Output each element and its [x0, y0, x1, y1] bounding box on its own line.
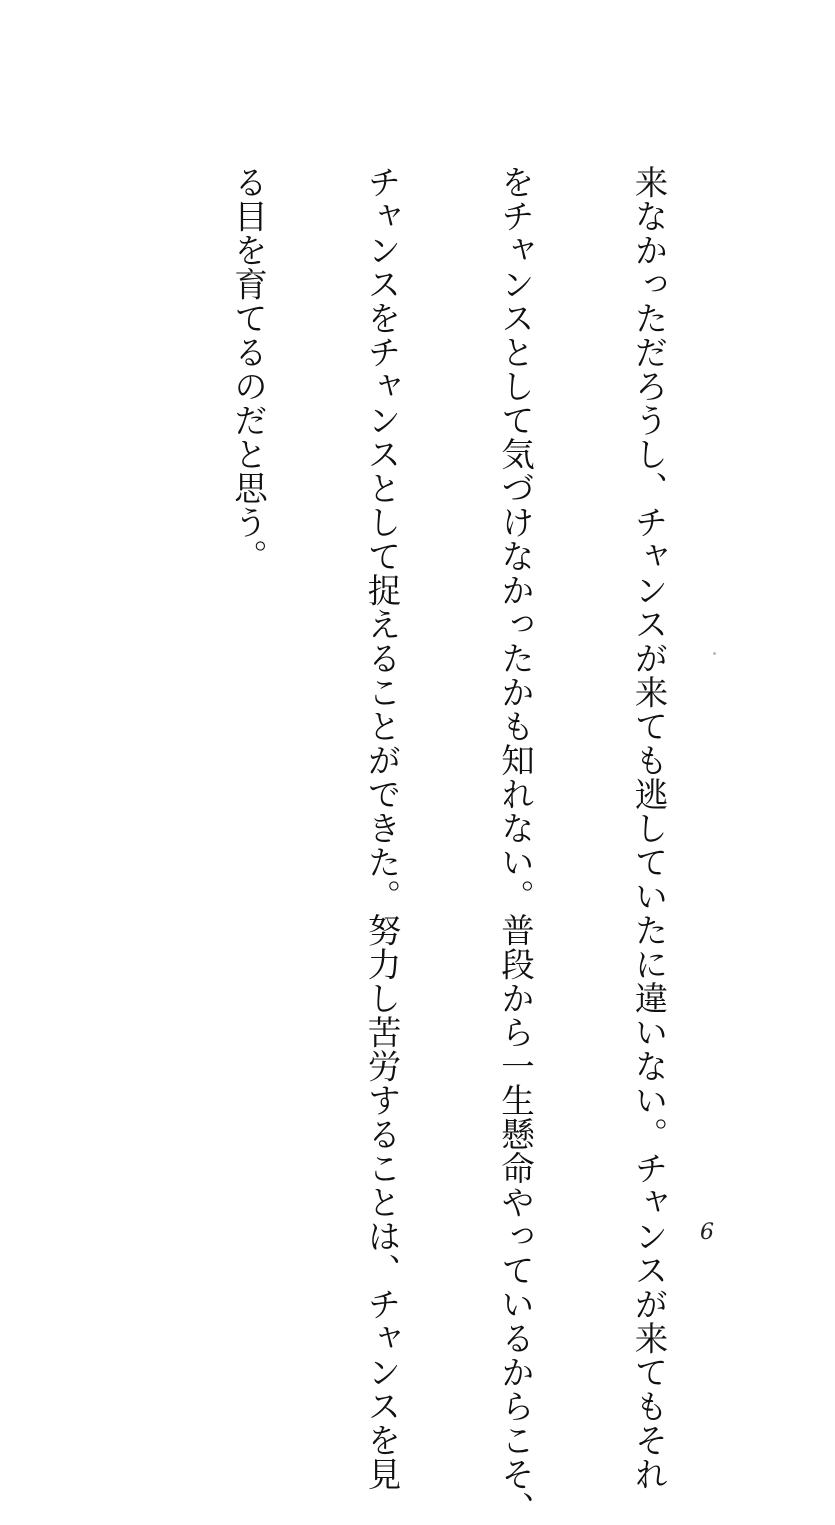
paragraph-2: [0, 165, 92, 1225]
text-line: チャンスをチャンスとして捉えることができた。努力し苦労することは、チャンスを見: [362, 165, 401, 1491]
scan-speck: [713, 652, 716, 655]
text-line: 来なかっただろうし、チャンスが来ても逃していたに違いない。チャンスが来てもそれ: [629, 165, 668, 1491]
paragraph-1: [136, 165, 759, 1525]
page-number: 6: [700, 1220, 714, 1245]
text-line: [0, 165, 3, 1225]
vertical-body-text: [0, 165, 759, 1525]
text-line: をチャンスとして気づけなかったかも知れない。普段から一生懸命やっているからこそ、: [495, 165, 535, 1525]
text-line: る目を育てるのだと思う。: [228, 165, 268, 573]
paragraph-gap: [92, 165, 137, 1225]
